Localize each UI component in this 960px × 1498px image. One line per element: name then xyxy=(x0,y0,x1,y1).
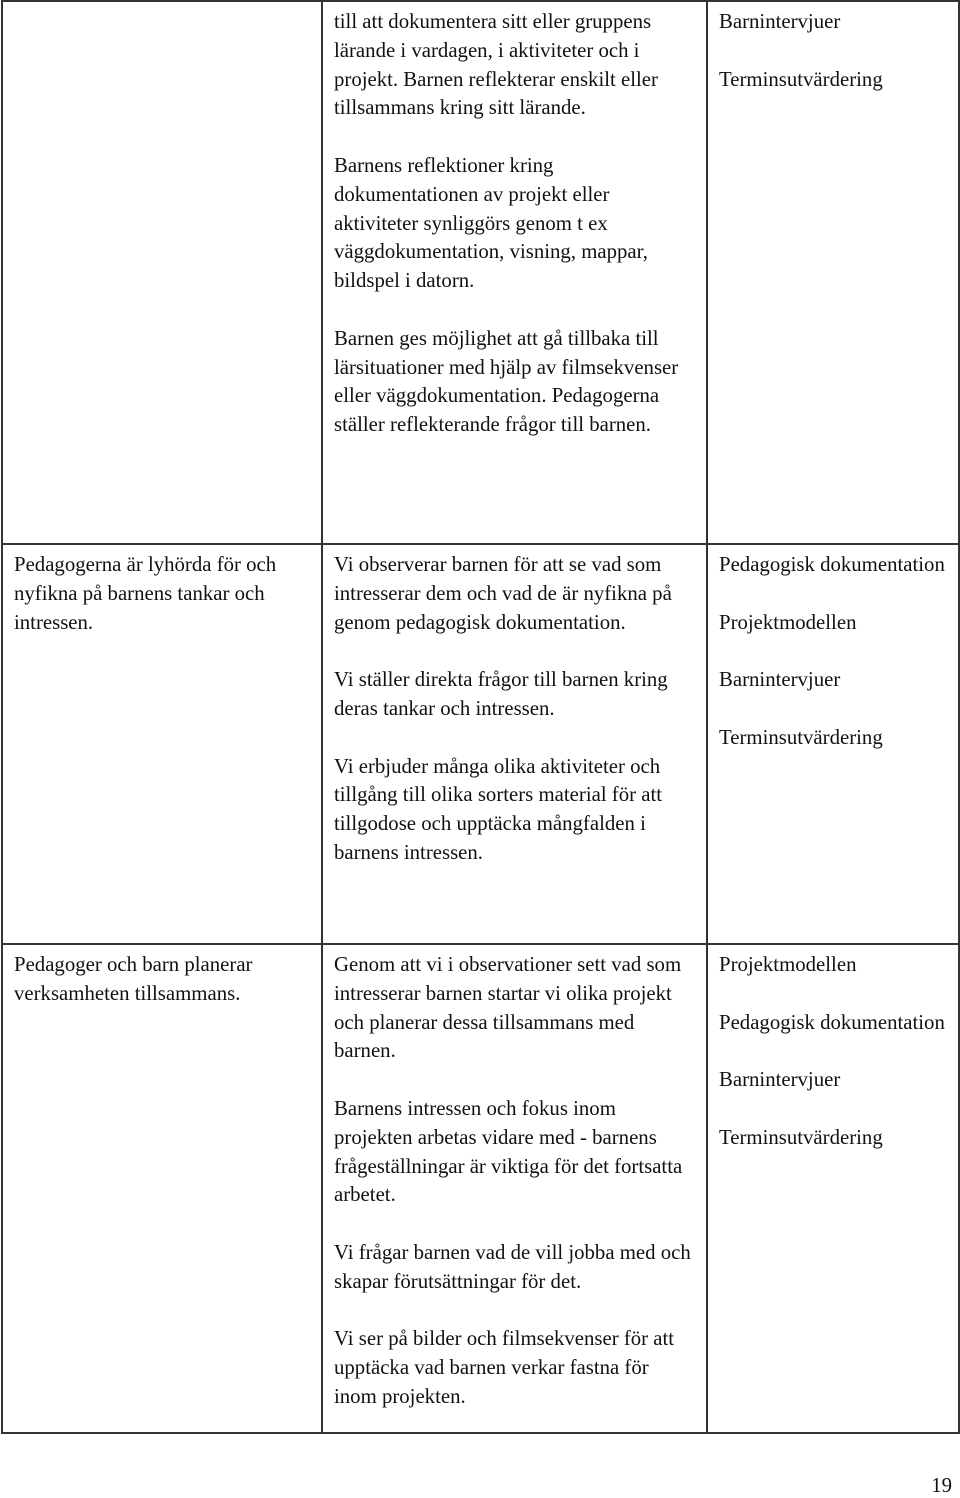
evaluation-item: Barnintervjuer xyxy=(719,668,841,692)
evaluation-item: Projektmodellen xyxy=(719,610,857,634)
method-paragraph: Genom att vi i observationer sett vad som intresserar barnen startar vi olika projekt och planerar dessa tillsammans med barnen. xyxy=(334,953,682,1063)
goal-cell xyxy=(2,544,322,944)
goal-cell xyxy=(2,944,322,1433)
evaluation-cell xyxy=(707,944,959,1433)
method-paragraph: till att dokumentera sitt eller gruppens lärande i vardagen, i aktiviteter och i projekt. Barnen reflekterar enskilt eller tillsammans kring sitt lärande. xyxy=(334,10,658,120)
table-row xyxy=(2,544,959,944)
evaluation-item: Pedagogisk dokumentation xyxy=(719,553,945,576)
evaluation-item: Barnintervjuer xyxy=(719,1068,841,1092)
page-number: 19 xyxy=(931,1474,952,1497)
evaluation-item: Barnintervjuer xyxy=(719,10,841,33)
method-paragraph: Vi ställer direkta frågor till barnen kring deras tankar och intressen. xyxy=(334,668,668,720)
evaluation-item: Terminsutvärdering xyxy=(719,725,883,749)
method-paragraph: Vi observerar barnen för att se vad som intresserar dem och vad de är nyfikna på genom pedagogisk dokumentation. xyxy=(334,553,672,634)
evaluation-cell xyxy=(707,544,959,944)
method-paragraph: Vi erbjuder många olika aktiviteter och tillgång till olika sorters material för att tillgodose och upptäcka mångfalden i barnens intressen. xyxy=(334,754,663,864)
document-table xyxy=(1,0,960,1434)
goal-cell xyxy=(2,1,322,544)
evaluation-item: Pedagogisk dokumentation xyxy=(719,1010,945,1034)
goal-text: Pedagoger och barn planerar verksamheten tillsammans. xyxy=(14,953,253,1005)
table-row xyxy=(2,1,959,544)
method-cell xyxy=(322,1,707,544)
evaluation-item: Terminsutvärdering xyxy=(719,67,883,91)
method-paragraph: Barnens intressen och fokus inom projekten arbetas vidare med - barnens frågeställningar är viktiga för det fortsatta arbetet. xyxy=(334,1096,683,1207)
table-row xyxy=(2,944,959,1433)
method-paragraph: Vi frågar barnen vad de vill jobba med och skapar förutsättningar för det. xyxy=(334,1240,691,1293)
method-paragraph: Barnens reflektioner kring dokumentationen av projekt eller aktiviteter synliggörs genom t ex väggdokumentation, visning, mappar, bildspel i datorn. xyxy=(334,153,648,293)
evaluation-cell xyxy=(707,1,959,544)
method-paragraph: Vi ser på bilder och filmsekvenser för att upptäcka vad barnen verkar fastna för inom projekten. xyxy=(334,1327,675,1408)
evaluation-item: Projektmodellen xyxy=(719,953,857,976)
method-cell xyxy=(322,944,707,1433)
method-paragraph: Barnen ges möjlighet att gå tillbaka till lärsituationer med hjälp av filmsekvenser eller väggdokumentation. Pedagogerna ställer reflekterande frågor till barnen. xyxy=(334,326,679,437)
evaluation-item: Terminsutvärdering xyxy=(719,1125,883,1149)
method-cell xyxy=(322,544,707,944)
goal-text: Pedagogerna är lyhörda för och nyfikna på barnens tankar och intressen. xyxy=(14,553,277,634)
